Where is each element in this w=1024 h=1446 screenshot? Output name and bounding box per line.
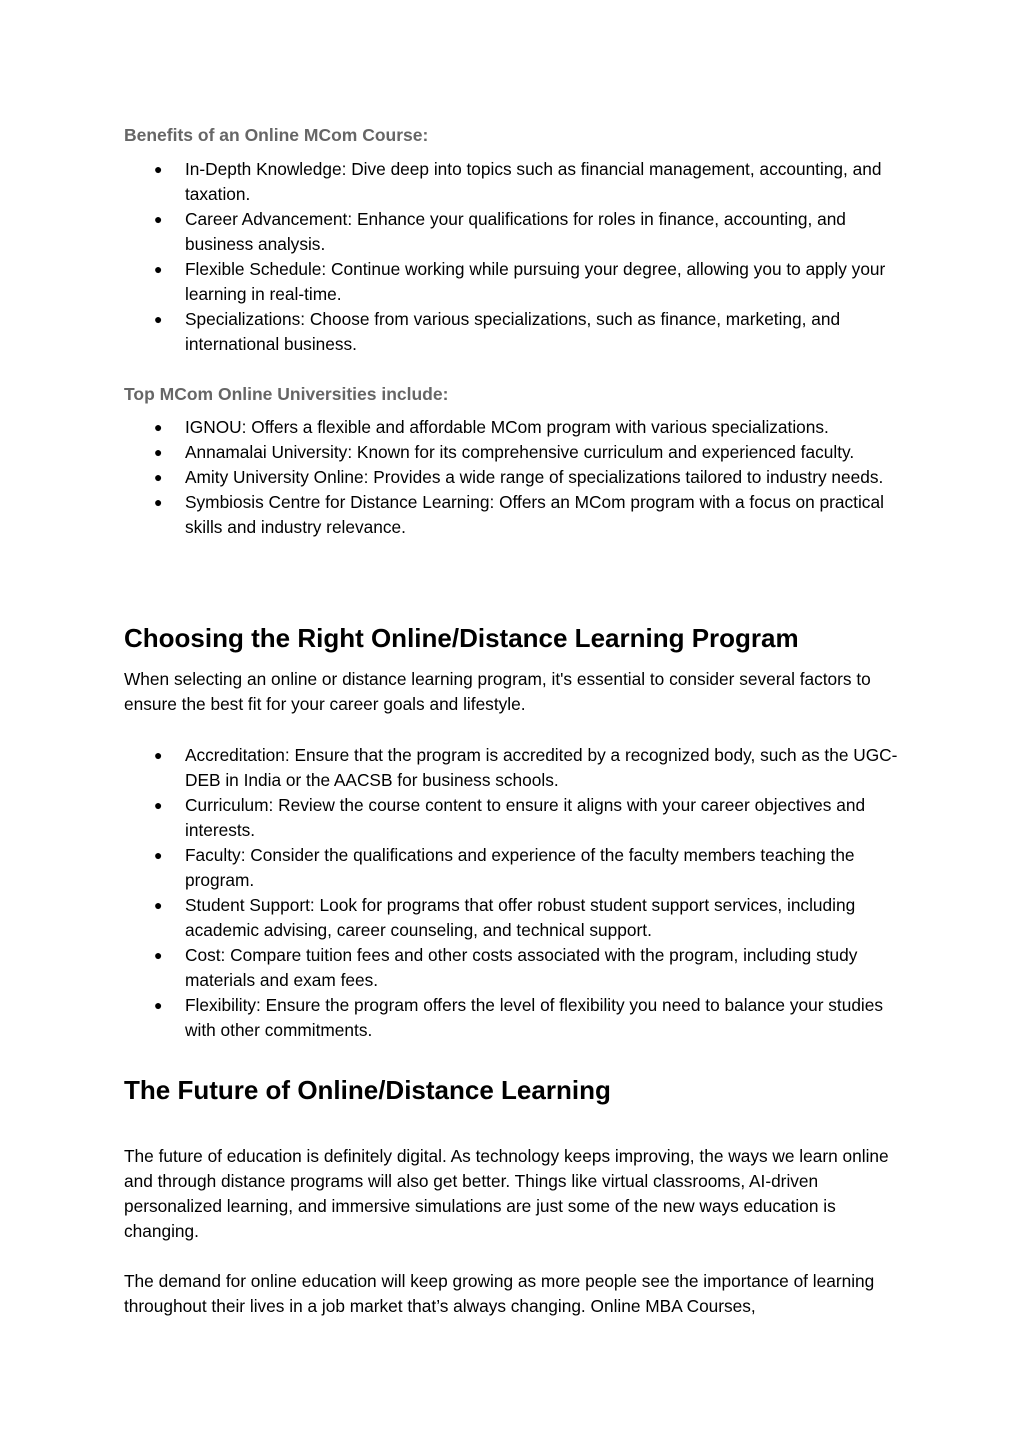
list-item: ● Curriculum: Review the course content to ensure it aligns with your career objectives and interests. — [154, 795, 866, 840]
bullet-icon: ● — [154, 997, 163, 1013]
bullet-icon: ● — [154, 747, 163, 763]
bullet-icon: ● — [154, 419, 163, 435]
list-item: ● Flexibility: Ensure the program offers the level of flexibility you need to balance your studies with other commitments. — [154, 995, 884, 1040]
bullet-icon: ● — [154, 211, 163, 227]
bullet-icon: ● — [154, 494, 163, 510]
benefits-heading: Benefits of an Online MCom Course: — [124, 125, 429, 145]
list-item: ● Flexible Schedule: Continue working while pursuing your degree, allowing you to apply your learning in real-time. — [154, 259, 886, 304]
list-item: ● Career Advancement: Enhance your qualifications for roles in finance, accounting, and business analysis. — [154, 209, 846, 254]
list-item: ● Symbiosis Centre for Distance Learning: Offers an MCom program with a focus on practical skills and industry relevance. — [154, 492, 884, 537]
benefits-list — [124, 157, 904, 357]
bullet-icon: ● — [154, 311, 163, 327]
list-item: ● Specializations: Choose from various specializations, such as finance, marketing, and international business. — [154, 309, 841, 354]
list-item: ● Annamalai University: Known for its comprehensive curriculum and experienced faculty. — [124, 440, 904, 465]
universities-list — [124, 415, 904, 540]
list-item: ● IGNOU: Offers a flexible and affordable MCom program with various specializations. — [124, 415, 904, 440]
bullet-icon: ● — [154, 261, 163, 277]
list-item: ● Student Support: Look for programs that offer robust student support services, including academic advising, career counseling, and technical support. — [154, 895, 856, 940]
future-heading: The Future of Online/Distance Learning — [124, 1075, 611, 1105]
list-item: ● In-Depth Knowledge: Dive deep into topics such as financial management, accounting, and taxation. — [154, 159, 882, 204]
list-item: ● Faculty: Consider the qualifications and experience of the faculty members teaching the program. — [154, 845, 855, 890]
list-item: ● Cost: Compare tuition fees and other costs associated with the program, including study materials and exam fees. — [154, 945, 858, 990]
universities-heading: Top MCom Online Universities include: — [124, 384, 449, 404]
future-paragraph-1: The future of education is definitely digital. As technology keeps improving, the ways we learn online and through distance programs will also get better. Things like virtual classrooms, AI-driven personalized learning, and immersive simulations are just some of the new ways education is changing. — [124, 1146, 889, 1241]
bullet-icon: ● — [154, 947, 163, 963]
choosing-list — [124, 743, 904, 1043]
bullet-icon: ● — [154, 469, 163, 485]
choosing-intro: When selecting an online or distance learning program, it's essential to consider several factors to ensure the best fit for your career goals and lifestyle. — [124, 669, 871, 714]
bullet-icon: ● — [154, 847, 163, 863]
bullet-icon: ● — [154, 161, 163, 177]
future-paragraph-2: The demand for online education will keep growing as more people see the importance of learning throughout their lives in a job market that’s always changing. Online MBA Courses, — [124, 1271, 875, 1316]
list-item: ● Amity University Online: Provides a wide range of specializations tailored to industry needs. — [124, 465, 904, 490]
list-item: ● Accreditation: Ensure that the program is accredited by a recognized body, such as the UGC-DEB in India or the AACSB for business schools. — [154, 745, 898, 790]
choosing-heading: Choosing the Right Online/Distance Learning Program — [124, 623, 799, 653]
bullet-icon: ● — [154, 444, 163, 460]
bullet-icon: ● — [154, 797, 163, 813]
bullet-icon: ● — [154, 897, 163, 913]
